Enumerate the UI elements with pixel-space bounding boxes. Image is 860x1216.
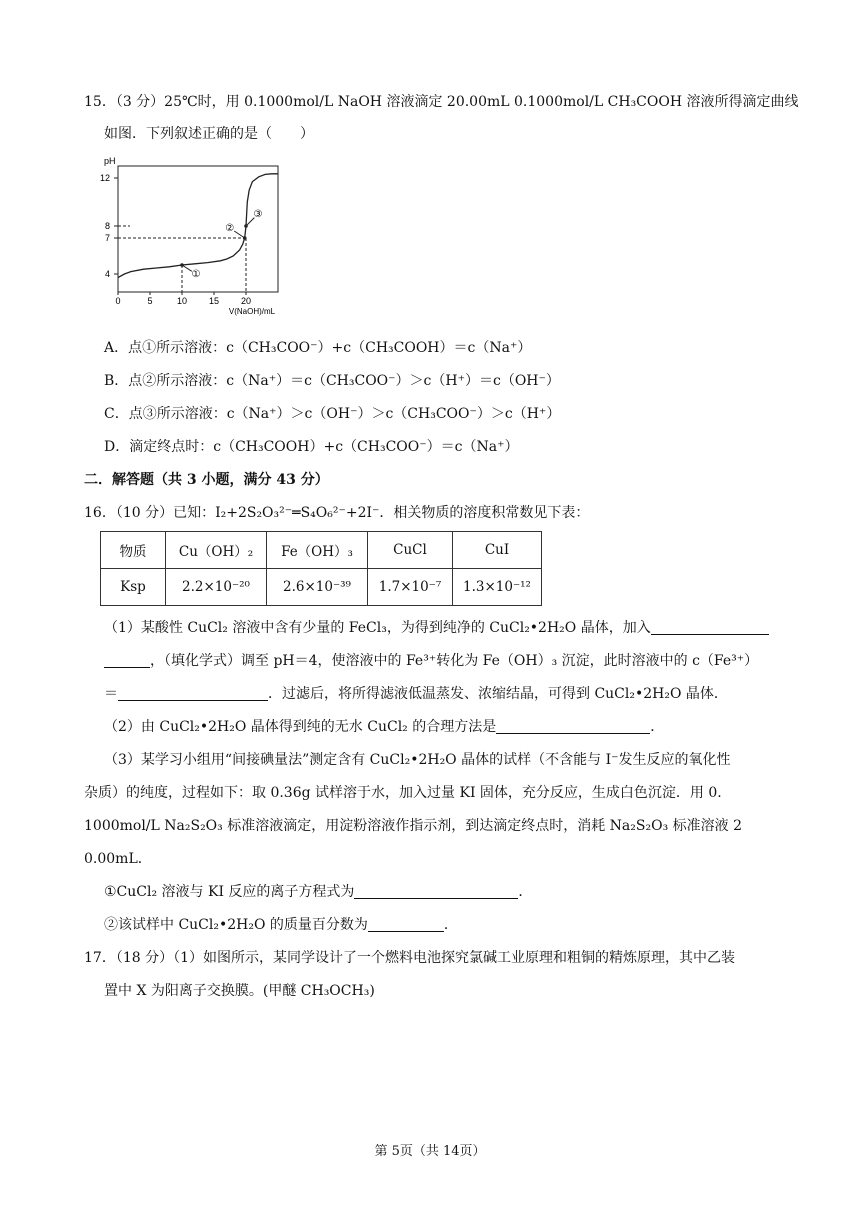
x-axis-label: V(NaOH)/mL [228, 307, 276, 316]
q16-sub2-text: ②该试样中 CuCl₂•2H₂O 的质量百分数为 [104, 917, 368, 933]
q16-sub2 [104, 915, 458, 935]
q16-p1-text: ，（填化学式）调至 pH＝4，使溶液中的 Fe³⁺转化为 Fe（OH）₃ 沉淀，此时溶液中的 c（Fe³⁺） [150, 653, 759, 669]
q15-option-b[interactable]: B．点②所示溶液：c（Na⁺）＝c（CH₃COO⁻）＞c（H⁺）＝c（OH⁻） [104, 373, 560, 389]
x-tick-label: 0 [115, 296, 121, 306]
point-label: ② [225, 223, 235, 234]
q16-p3-line1: （3）某学习小组用“间接碘量法”测定含有 CuCl₂•2H₂O 晶体的试样（不含能与 I⁻发生反应的氧化性 [104, 752, 731, 768]
q15-option-a[interactable]: A．点①所示溶液：c（CH₃COO⁻）+c（CH₃COOH）＝c（Na⁺） [104, 340, 532, 356]
answer-blank[interactable] [368, 917, 444, 932]
q16-p3-line4: 0.00mL． [84, 851, 152, 867]
answer-blank[interactable] [354, 884, 518, 899]
q15-stem-line2: 如图．下列叙述正确的是（ ） [104, 126, 314, 142]
x-tick-label: 5 [147, 296, 153, 306]
q16-p1-line2 [104, 651, 758, 671]
table-header-cell: 物质 [101, 532, 166, 569]
table-cell: 1.3×10⁻¹² [453, 569, 542, 606]
q16-p1-text: （1）某酸性 CuCl₂ 溶液中含有少量的 FeCl₃，为得到纯净的 CuCl₂•2H₂O 晶体，加入 [104, 620, 651, 636]
q16-intro: 16．（10 分）已知：I₂+2S₂O₃²⁻═S₄O₆²⁻+2I⁻．相关物质的溶度积常数见下表： [84, 505, 590, 521]
q17-line2: 置中 X 为阳离子交换膜。(甲醚 CH₃OCH₃) [104, 983, 375, 999]
point-label: ① [191, 269, 201, 280]
q16-sub2-text: ． [443, 917, 458, 933]
y-axis-label: pH [104, 156, 116, 166]
q16-p1-text: ＝ [104, 686, 118, 702]
x-tick-label: 15 [208, 296, 220, 306]
q15-option-c[interactable]: C．点③所示溶液：c（Na⁺）＞c（OH⁻）＞c（CH₃COO⁻）＞c（H⁺） [104, 406, 561, 422]
ksp-table [100, 531, 542, 606]
y-tick-label: 4 [104, 269, 110, 279]
q16-p1-line3 [104, 684, 728, 704]
q16-p3-line3: 1000mol/L Na₂S₂O₃ 标准溶液滴定，用淀粉溶液作指示剂，到达滴定终点时，消耗 Na₂S₂O₃ 标准溶液 2 [84, 818, 742, 834]
page-footer: 第 5页（共 14页） [374, 1144, 486, 1159]
q16-p3-line2: 杂质）的纯度，过程如下：取 0.36g 试样溶于水，加入过量 KI 固体，充分反应，生成白色沉淀．用 0. [84, 785, 722, 801]
q16-sub1-text: ①CuCl₂ 溶液与 KI 反应的离子方程式为 [104, 884, 355, 900]
table-cell: 2.2×10⁻²⁰ [166, 569, 267, 606]
q16-p2-text: （2）由 CuCl₂•2H₂O 晶体得到纯的无水 CuCl₂ 的合理方法是 [104, 719, 497, 735]
data-point [243, 236, 247, 240]
x-tick-label: 20 [240, 296, 252, 306]
x-tick-label: 10 [176, 296, 188, 306]
q16-p2 [104, 717, 664, 737]
table-header-cell: Fe（OH）₃ [267, 532, 368, 569]
q17-line1: 17．（18 分）（1）如图所示，某同学设计了一个燃料电池探究氯碱工业原理和粗铜的精炼原理，其中乙装 [84, 950, 735, 966]
y-tick-label: 7 [104, 233, 110, 243]
table-cell: Ksp [101, 569, 166, 606]
answer-blank[interactable] [118, 686, 268, 701]
table-row [101, 569, 542, 606]
q15-option-d[interactable]: D．滴定终点时：c（CH₃COOH）+c（CH₃COO⁻）＝c（Na⁺） [104, 439, 519, 455]
q16-sub1-text: ． [518, 884, 533, 900]
q16-p1-line1 [104, 618, 769, 638]
data-point [180, 263, 184, 267]
table-cell: 2.6×10⁻³⁹ [267, 569, 368, 606]
titration-curve [118, 174, 278, 278]
table-row [101, 532, 542, 569]
data-point [244, 224, 248, 228]
table-header-cell: Cu（OH）₂ [166, 532, 267, 569]
q16-p2-text: ． [650, 719, 665, 735]
section-heading: 二．解答题（共 3 小题，满分 43 分） [84, 472, 329, 488]
q15-stem-line1: 15．（3 分）25℃时，用 0.1000mol/L NaOH 溶液滴定 20.00mL 0.1000mol/L CH₃COOH 溶液所得滴定曲线 [84, 94, 799, 110]
point-label: ③ [253, 209, 263, 220]
point-leader [234, 231, 245, 238]
answer-blank[interactable] [496, 719, 650, 734]
y-tick-label: 12 [99, 173, 110, 183]
answer-blank[interactable] [651, 620, 769, 635]
table-cell: 1.7×10⁻⁷ [368, 569, 453, 606]
table-header-cell: CuCl [368, 532, 453, 569]
q16-sub1 [104, 882, 532, 902]
titration-chart [96, 152, 286, 324]
answer-blank[interactable] [104, 653, 150, 668]
table-header-cell: CuI [453, 532, 542, 569]
y-tick-label: 8 [104, 221, 110, 231]
q16-p1-text: ．过滤后，将所得滤液低温蒸发、浓缩结晶，可得到 CuCl₂•2H₂O 晶体． [268, 686, 728, 702]
